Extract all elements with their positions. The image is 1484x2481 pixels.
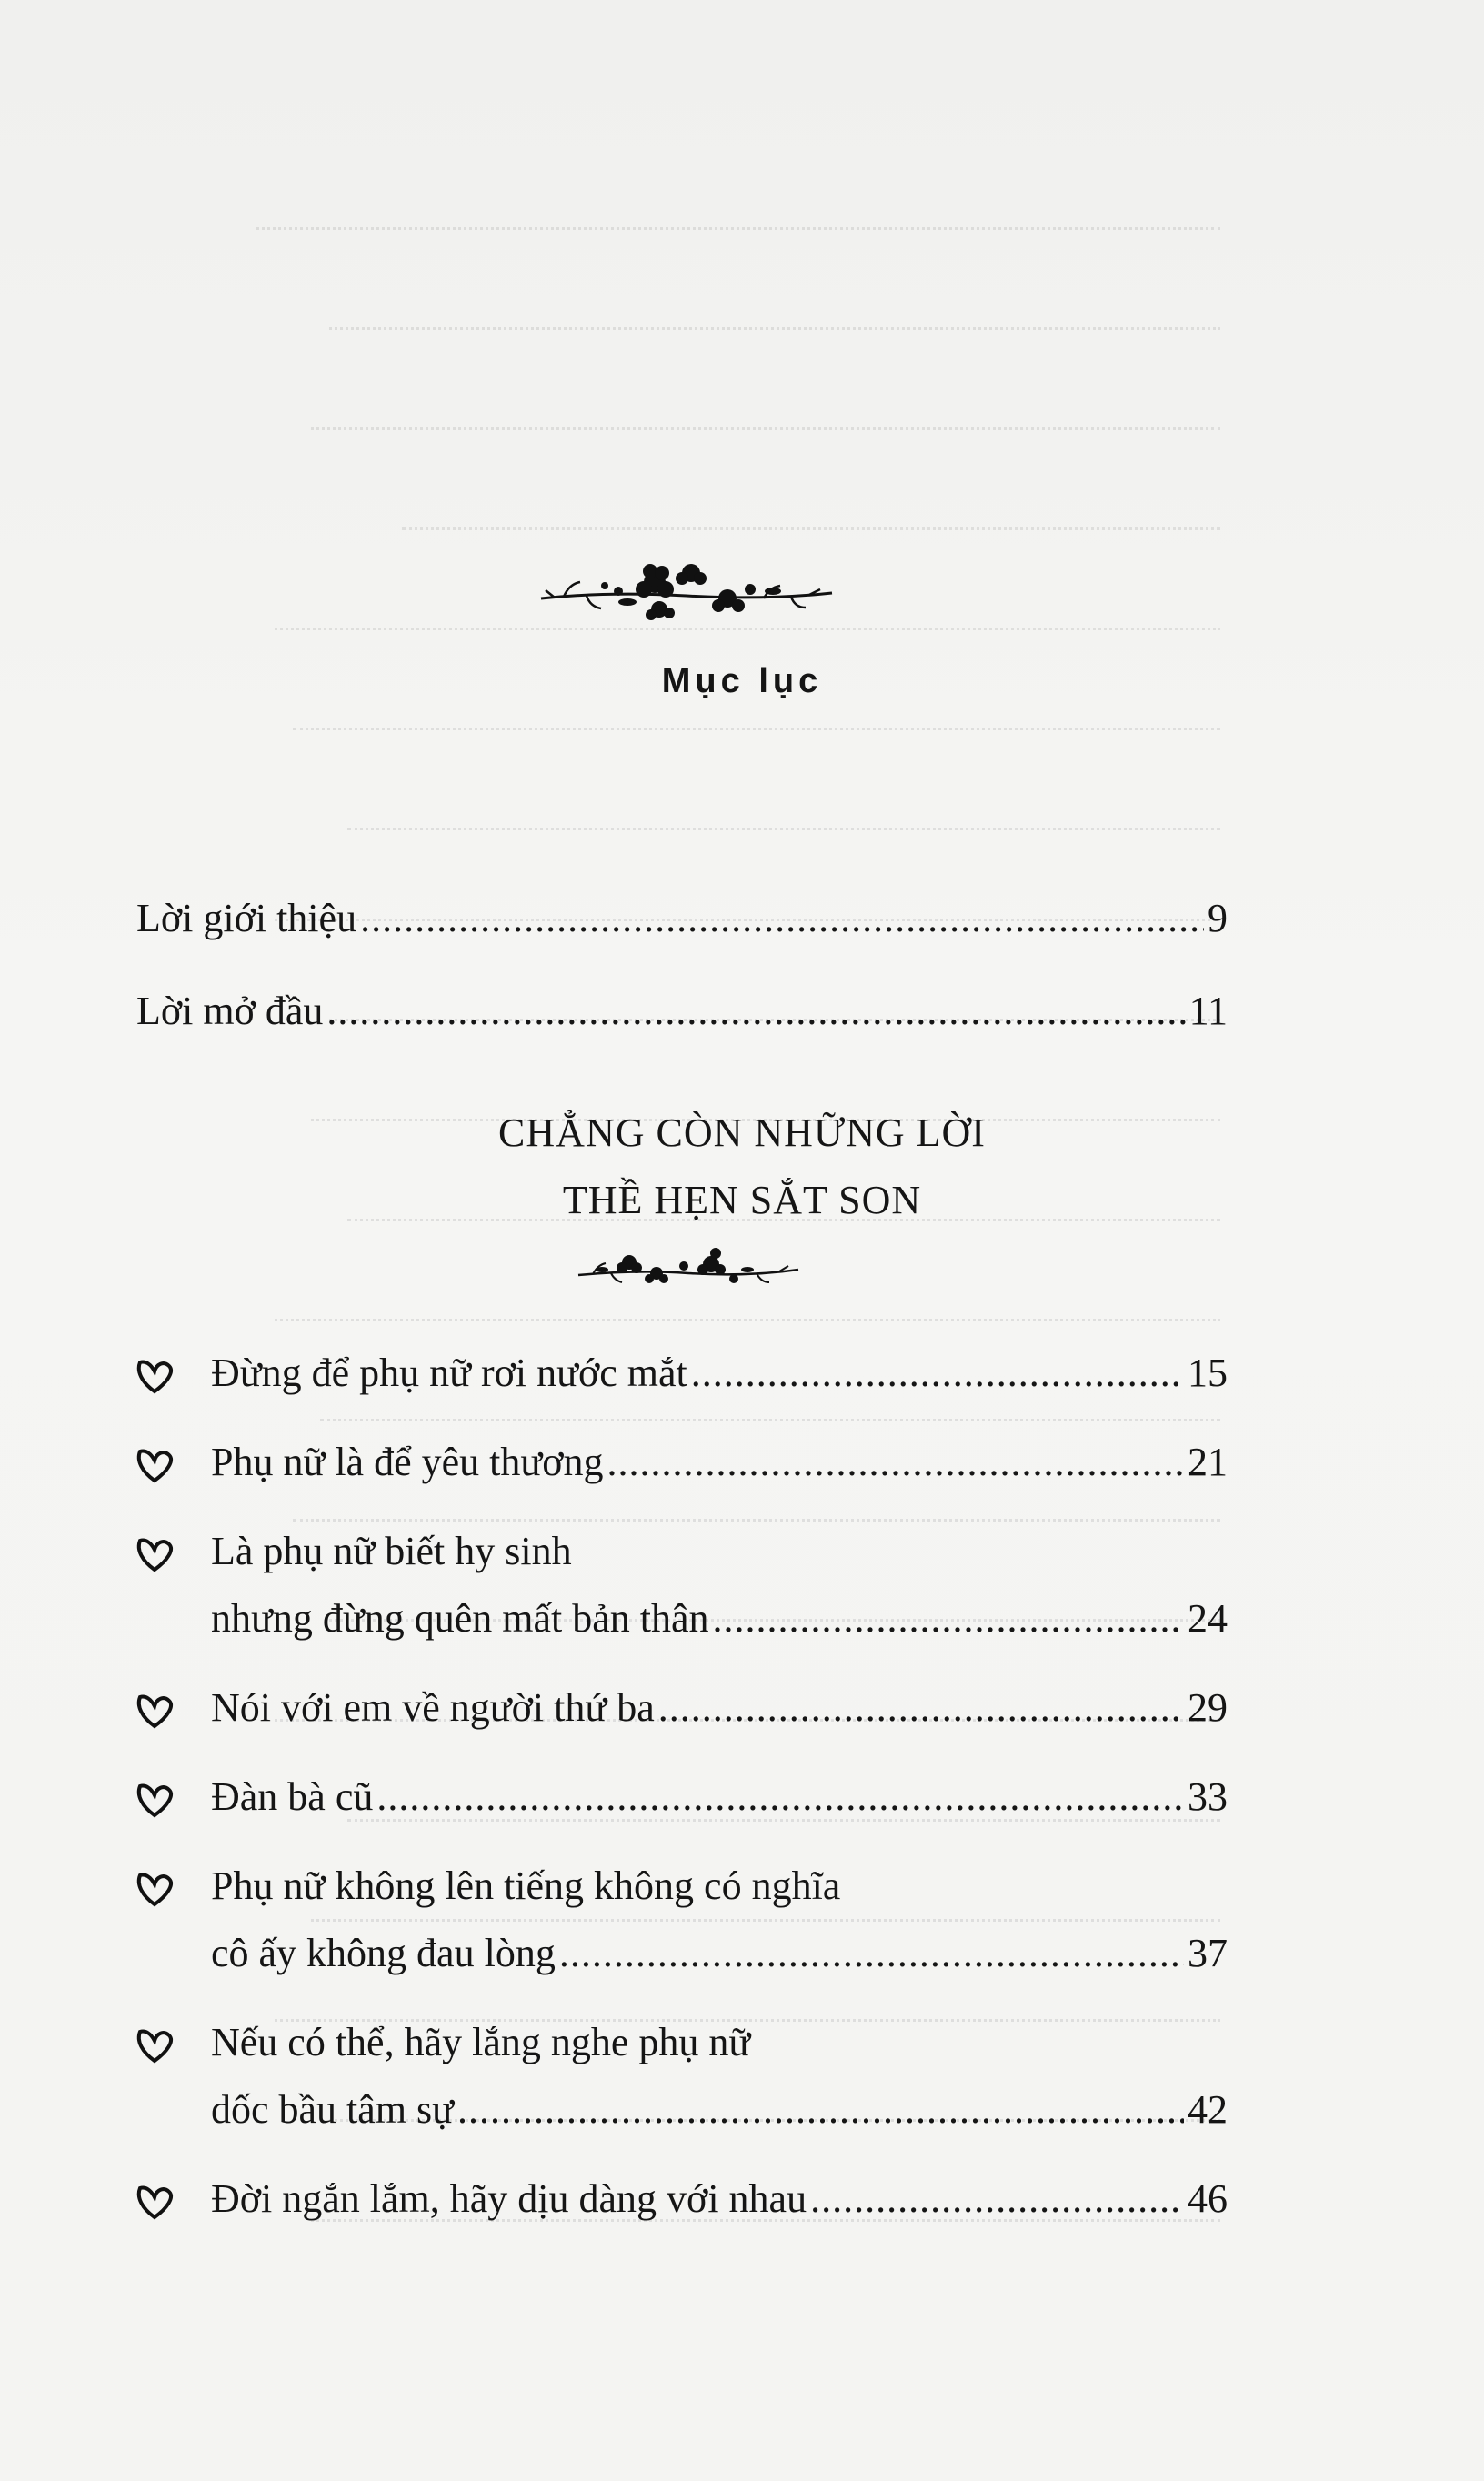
toc-entry-title-first-line[interactable]: Là phụ nữ biết hy sinh bbox=[211, 1529, 572, 1573]
toc-entry-title: Đời ngắn lắm, hãy dịu dàng với nhau bbox=[211, 2176, 807, 2221]
dot-leader bbox=[360, 895, 1204, 942]
heart-outline-icon bbox=[135, 1448, 176, 1484]
toc-entry-chapter-7[interactable] bbox=[211, 2086, 1228, 2134]
toc-entry-introduction[interactable] bbox=[136, 895, 1228, 942]
toc-entry-title: Phụ nữ là để yêu thương bbox=[211, 1440, 604, 1484]
toc-page-number: 29 bbox=[1188, 1685, 1228, 1730]
heart-outline-icon bbox=[135, 1783, 176, 1819]
toc-page-number: 11 bbox=[1188, 989, 1228, 1033]
dot-leader bbox=[713, 1595, 1185, 1642]
toc-entry-title: Đừng để phụ nữ rơi nước mắt bbox=[211, 1351, 687, 1395]
toc-entry-title: Lời mở đầu bbox=[136, 989, 324, 1033]
toc-page-number: 24 bbox=[1188, 1596, 1228, 1641]
toc-entry-chapter-6[interactable] bbox=[211, 1930, 1228, 1977]
toc-entry-title-first-line[interactable]: Nếu có thể, hãy lắng nghe phụ nữ bbox=[211, 2020, 751, 2064]
toc-entry-chapter-8[interactable] bbox=[211, 2175, 1228, 2223]
toc-heading: Mục lục bbox=[661, 662, 823, 700]
dot-leader bbox=[658, 1684, 1184, 1732]
dot-leader bbox=[559, 1930, 1184, 1977]
floral-branch-icon bbox=[536, 555, 837, 637]
toc-entry-chapter-3[interactable] bbox=[211, 1595, 1228, 1642]
toc-entry-preface[interactable] bbox=[136, 988, 1228, 1035]
dot-leader bbox=[457, 2086, 1184, 2134]
toc-page-number: 21 bbox=[1188, 1440, 1228, 1484]
toc-entry-title: cô ấy không đau lòng bbox=[211, 1931, 556, 1975]
toc-entry-chapter-2[interactable] bbox=[211, 1439, 1228, 1486]
section-title-line-2: THỀ HẸN SẮT SON bbox=[562, 1178, 922, 1222]
toc-page-number: 46 bbox=[1188, 2176, 1228, 2221]
heart-outline-icon bbox=[135, 2028, 176, 2064]
toc-entry-title: dốc bầu tâm sự bbox=[211, 2087, 455, 2132]
heart-outline-icon bbox=[135, 1693, 176, 1730]
toc-page-number: 33 bbox=[1188, 1774, 1228, 1819]
dot-leader bbox=[691, 1350, 1184, 1397]
heart-outline-icon bbox=[135, 1872, 176, 1908]
toc-entry-title: Đàn bà cũ bbox=[211, 1774, 374, 1819]
dot-leader bbox=[810, 2175, 1184, 2223]
dot-leader bbox=[326, 988, 1185, 1035]
toc-page-number: 9 bbox=[1208, 896, 1228, 940]
heart-outline-icon bbox=[135, 1537, 176, 1573]
toc-entry-title-first-line[interactable]: Phụ nữ không lên tiếng không có nghĩa bbox=[211, 1863, 841, 1908]
toc-page-number: 37 bbox=[1188, 1931, 1228, 1975]
section-title-line-1: CHẲNG CÒN NHỮNG LỜI bbox=[498, 1110, 986, 1155]
dot-leader bbox=[376, 1773, 1184, 1821]
toc-entry-title: Nói với em về người thứ ba bbox=[211, 1685, 655, 1730]
toc-entry-chapter-5[interactable] bbox=[211, 1773, 1228, 1821]
toc-entry-title: nhưng đừng quên mất bản thân bbox=[211, 1596, 709, 1641]
toc-entry-title: Lời giới thiệu bbox=[136, 896, 357, 940]
toc-page-number: 42 bbox=[1188, 2087, 1228, 2132]
toc-entry-chapter-1[interactable] bbox=[211, 1350, 1228, 1397]
toc-entry-chapter-4[interactable] bbox=[211, 1684, 1228, 1732]
floral-divider-icon bbox=[575, 1239, 802, 1302]
heart-outline-icon bbox=[135, 2185, 176, 2221]
heart-outline-icon bbox=[135, 1359, 176, 1395]
dot-leader bbox=[607, 1439, 1184, 1486]
toc-page-number: 15 bbox=[1188, 1351, 1228, 1395]
